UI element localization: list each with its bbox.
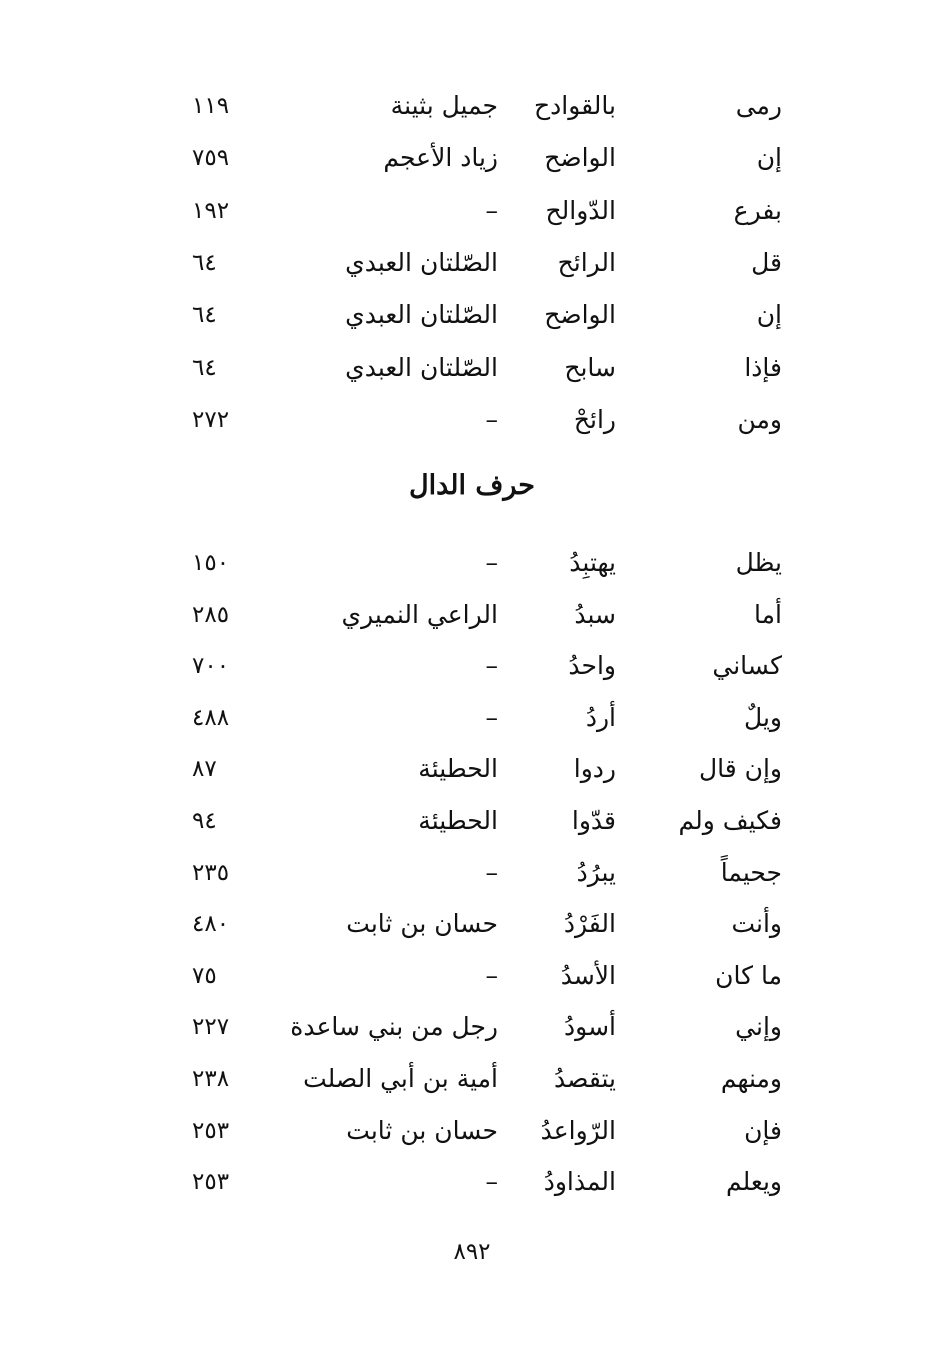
verse-opening-word: وإن قال (698, 754, 782, 784)
verse-opening-word: رمى (735, 91, 782, 120)
poet-name: – (485, 651, 498, 681)
poet-name: – (485, 960, 498, 990)
rhyme-word: الفَرْدُ (563, 909, 616, 939)
verse-opening-word: أما (754, 599, 782, 629)
verse-opening-word: ما كان (715, 960, 782, 990)
verse-opening-word: بفرع (733, 195, 782, 225)
poet-name: الصّلتان العبدي (345, 352, 498, 382)
poet-name: – (485, 702, 498, 732)
rhyme-word: الرّواعدُ (540, 1115, 616, 1145)
poet-name: أمية بن أبي الصلت (303, 1064, 498, 1093)
poet-name: الصّلتان العبدي (345, 300, 498, 330)
page-reference: ٢٢٧ (192, 1014, 230, 1041)
table-row (0, 1111, 944, 1151)
poet-name: – (485, 857, 498, 887)
verse-opening-word: قل (751, 247, 782, 277)
verse-opening-word: جحيماً (720, 857, 782, 887)
verse-opening-word: فإن (744, 1115, 782, 1145)
table-row (0, 956, 944, 996)
page-reference: ٨٧ (192, 756, 217, 783)
rhyme-word: يبرُدُ (576, 857, 616, 887)
table-row (0, 853, 944, 893)
page-reference: ٢٥٣ (192, 1169, 230, 1196)
table-row (0, 348, 944, 388)
rhyme-word: رائحْ (573, 404, 616, 434)
verse-opening-word: إن (756, 143, 782, 173)
section-heading: حرف الدال (409, 470, 535, 501)
poet-name: – (485, 404, 498, 434)
rhyme-word: سبدُ (574, 599, 616, 629)
verse-opening-word: وإني (735, 1012, 782, 1042)
page-reference: ٢٣٥ (192, 859, 230, 886)
rhyme-word: الواضح (544, 300, 616, 330)
page-reference: ٦٤ (192, 302, 217, 329)
page-reference: ٧٠٠ (192, 653, 230, 680)
verse-opening-word: وأنت (731, 909, 782, 939)
table-row (0, 801, 944, 841)
page-reference: ٢٣٨ (192, 1066, 230, 1092)
verse-opening-word: فكيف ولم (678, 806, 782, 835)
poet-name: رجل من بني ساعدة (290, 1012, 498, 1042)
rhyme-word: قدّوا (571, 806, 616, 835)
page-reference: ٤٨٨ (192, 704, 230, 731)
verse-opening-word: ومن (737, 404, 782, 434)
rhyme-word: المذاودُ (543, 1167, 616, 1197)
verse-opening-word: يظل (735, 548, 782, 577)
poet-name: زياد الأعجم (383, 143, 498, 173)
rhyme-word: بالقوادح (534, 91, 616, 120)
page-reference: ١٥٠ (192, 550, 230, 576)
rhyme-word: سابح (564, 352, 616, 382)
page-reference: ١٩٢ (192, 197, 230, 224)
poet-name: – (485, 1167, 498, 1197)
table-row (0, 595, 944, 635)
poet-name: الصّلتان العبدي (345, 247, 498, 277)
poet-name: جميل بثينة (390, 91, 498, 120)
rhyme-word: أسودُ (564, 1012, 616, 1042)
page-reference: ٤٨٠ (192, 911, 230, 938)
table-row (0, 295, 944, 335)
rhyme-word: الأسدُ (560, 960, 616, 990)
poet-name: – (485, 548, 498, 577)
table-row (0, 1007, 944, 1047)
table-row (0, 543, 944, 583)
table-row (0, 138, 944, 178)
rhyme-word: ردوا (573, 754, 616, 784)
rhyme-word: الدّوالح (545, 195, 616, 225)
table-row (0, 646, 944, 686)
table-row (0, 749, 944, 789)
rhyme-word: الواضح (544, 143, 616, 173)
table-row (0, 904, 944, 944)
table-row (0, 1162, 944, 1202)
table-row (0, 243, 944, 283)
verse-opening-word: ومنهم (720, 1064, 782, 1093)
page-reference: ٢٨٥ (192, 601, 230, 628)
page-reference: ٧٥٩ (192, 145, 230, 172)
page-number: ٨٩٢ (453, 1239, 491, 1265)
page-reference: ٧٥ (192, 962, 217, 989)
rhyme-word: الرائح (557, 247, 616, 277)
verse-opening-word: ويلٌ (744, 702, 782, 732)
rhyme-word: واحدُ (568, 651, 616, 681)
table-row (0, 86, 944, 126)
page-reference: ٩٤ (192, 808, 217, 834)
poet-name: الحطيئة (418, 754, 498, 784)
poet-name: الراعي النميري (341, 599, 498, 629)
verse-opening-word: كساني (712, 651, 782, 681)
poet-name: حسان بن ثابت (346, 1115, 498, 1145)
poet-name: حسان بن ثابت (346, 909, 498, 939)
rhyme-word: يتقصدُ (554, 1064, 616, 1093)
poet-name: – (485, 195, 498, 225)
verse-opening-word: إن (756, 300, 782, 330)
table-row (0, 1059, 944, 1099)
rhyme-word: يهتبِدُ (569, 548, 616, 577)
table-row (0, 400, 944, 440)
page-reference: ٢٥٣ (192, 1117, 230, 1144)
table-row (0, 698, 944, 738)
poet-name: الحطيئة (418, 806, 498, 835)
page-reference: ٢٧٢ (192, 406, 230, 433)
page-reference: ١١٩ (192, 93, 230, 119)
table-row (0, 191, 944, 231)
rhyme-word: أردُ (585, 702, 616, 732)
page-reference: ٦٤ (192, 249, 217, 276)
verse-opening-word: فإذا (744, 352, 782, 382)
page-reference: ٦٤ (192, 354, 217, 381)
verse-opening-word: ويعلم (725, 1167, 782, 1197)
